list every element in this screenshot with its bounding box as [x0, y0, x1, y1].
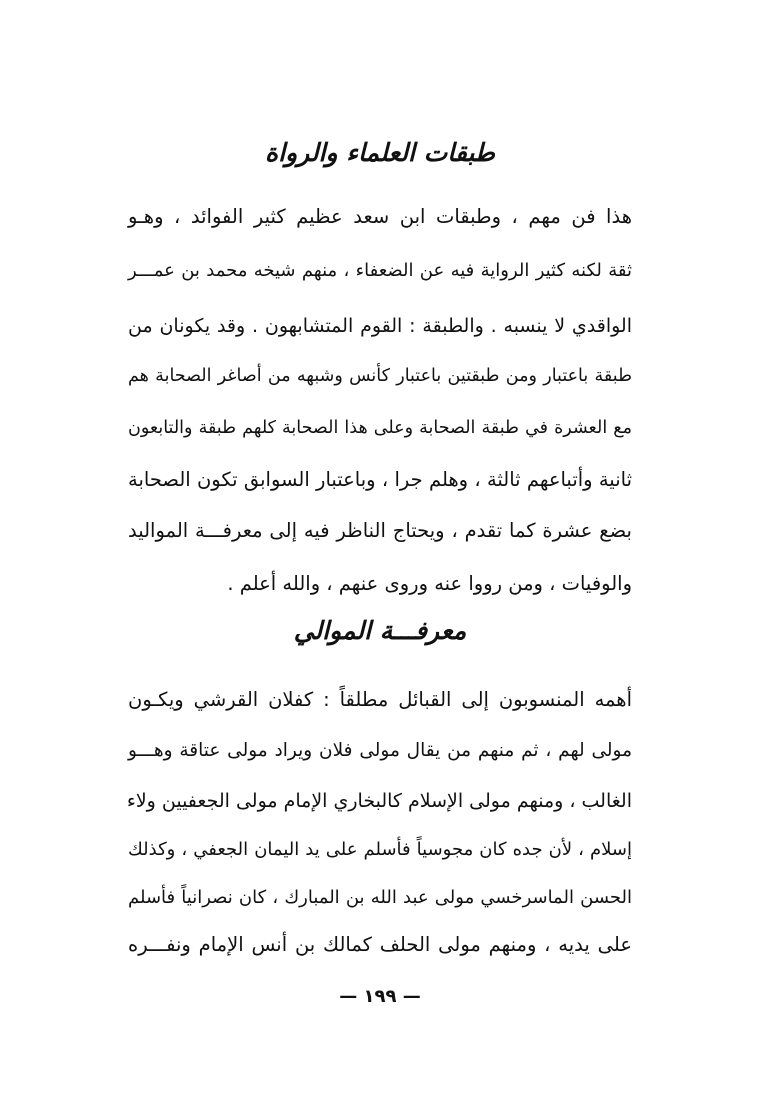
section-title-mawali: معرفـــة الموالي: [293, 616, 467, 645]
paragraph-line: مع العشرة في طبقة الصحابة وعلى هذا الصحابة كلهم طبقة والتابعون: [128, 418, 632, 438]
section-title-tabaqat: طبقات العلماء والرواة: [265, 138, 495, 167]
paragraph-line: طبقة باعتبار ومن طبقتين باعتبار كأنس وشبهه من أصاغر الصحابة هم: [128, 366, 632, 386]
paragraph-line: الغالب ، ومنهم مولى الإسلام كالبخاري الإمام مولى الجعفيين ولاء: [126, 790, 632, 812]
paragraph-line: الواقدي لا ينسبه . والطبقة : القوم المتشابهون . وقد يكونان من: [128, 315, 632, 337]
paragraph-line: والوفيات ، ومن رووا عنه وروى عنهم ، والله أعلم .: [227, 572, 632, 595]
paragraph-line: على يديه ، ومنهم مولى الحلف كمالك بن أنس الإمام ونفـــره: [128, 933, 632, 956]
paragraph-line: إسلام ، لأن جده كان مجوسياً فأسلم على يد اليمان الجعفي ، وكذلك: [128, 839, 632, 860]
page-number: — ١٩٩ —: [339, 986, 421, 1007]
paragraph-line: ثقة لكنه كثير الرواية فيه عن الضعفاء ، منهم شيخه محمد بن عمـــر: [128, 260, 632, 281]
paragraph-line: مولى لهم ، ثم منهم من يقال مولى فلان ويراد مولى عتاقة وهـــو: [128, 740, 632, 761]
paragraph-line: ثانية وأتباعهم ثالثة ، وهلم جرا ، وباعتبار السوابق تكون الصحابة: [128, 468, 632, 491]
paragraph-line: أهمه المنسوبون إلى القبائل مطلقاً : كفلان القرشي ويكـون: [128, 688, 632, 711]
paragraph-line: بضع عشرة كما تقدم ، ويحتاج الناظر فيه إلى معرفـــة المواليد: [128, 519, 632, 542]
paragraph-line: هذا فن مهم ، وطبقات ابن سعد عظيم كثير الفوائد ، وهـو: [128, 205, 632, 228]
paragraph-line: الحسن الماسرخسي مولى عبد الله بن المبارك ، كان نصرانياً فأسلم: [128, 887, 632, 908]
